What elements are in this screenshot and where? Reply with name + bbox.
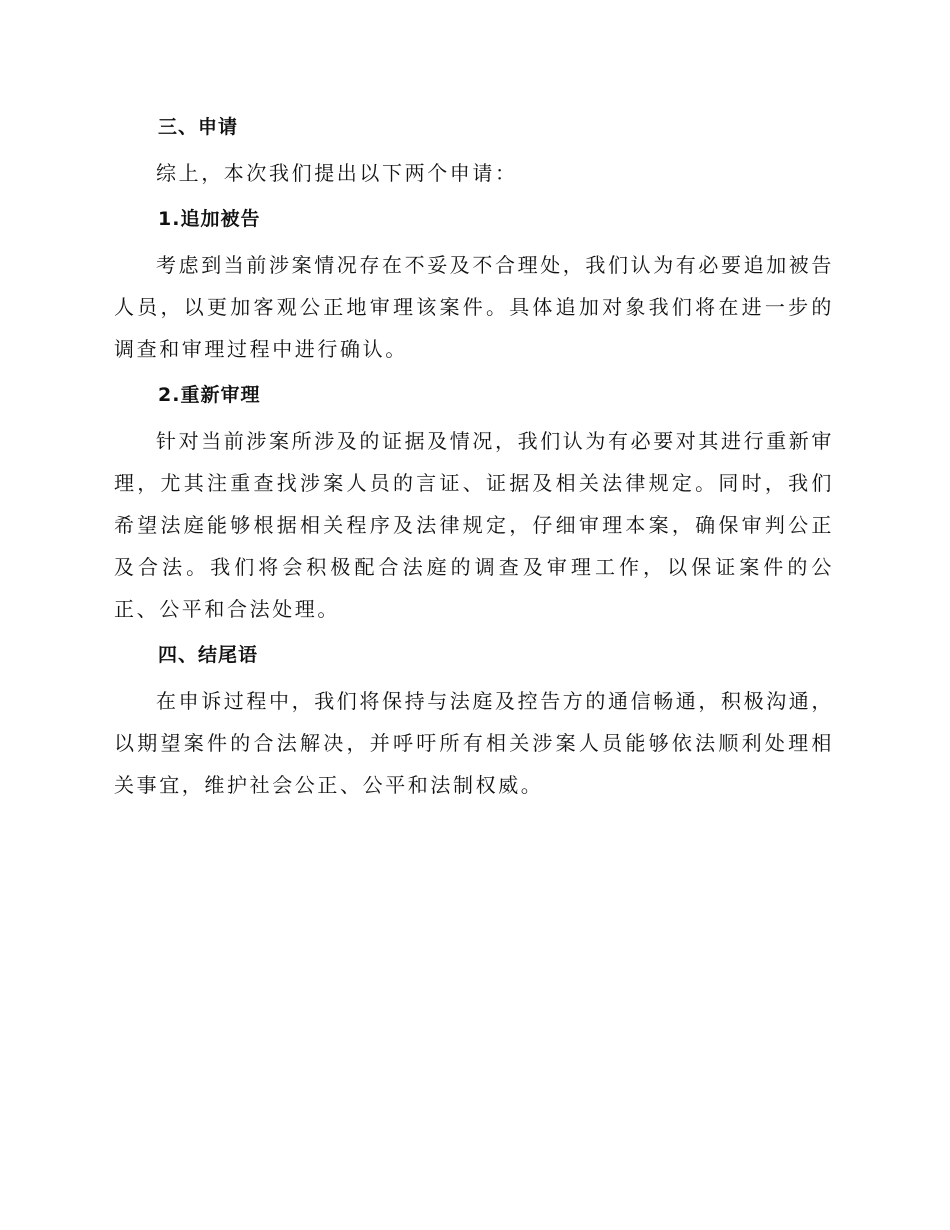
document-page [114, 108, 834, 806]
section-heading-application: 三、申请 [158, 116, 239, 138]
paragraph-summary: 综上，本次我们提出以下两个申请： [156, 161, 518, 185]
subheading-add-defendant: 1.追加被告 [158, 208, 261, 230]
paragraph-add-defendant: 考虑到当前涉案情况存在不妥及不合理处，我们认为有必要追加被告人员，以更加客观公正地审理该案件。具体追加对象我们将在进一步的调查和审理过程中进行确认。 [114, 253, 834, 361]
paragraph-retrial: 针对当前涉案所涉及的证据及情况，我们认为有必要对其进行重新审理，尤其注重查找涉案人员的言证、证据及相关法律规定。同时，我们希望法庭能够根据相关程序及法律规定，仔细审理本案，确保审判公正及合法。我们将会积极配合法庭的调查及审理工作，以保证案件的公正、公平和合法处理。 [114, 429, 834, 621]
paragraph-closing: 在申诉过程中，我们将保持与法庭及控告方的通信畅通，积极沟通，以期望案件的合法解决，并呼吁所有相关涉案人员能够依法顺利处理相关事宜，维护社会公正、公平和法制权威。 [114, 689, 834, 797]
subheading-retrial: 2.重新审理 [158, 384, 261, 406]
section-heading-closing: 四、结尾语 [158, 644, 259, 666]
